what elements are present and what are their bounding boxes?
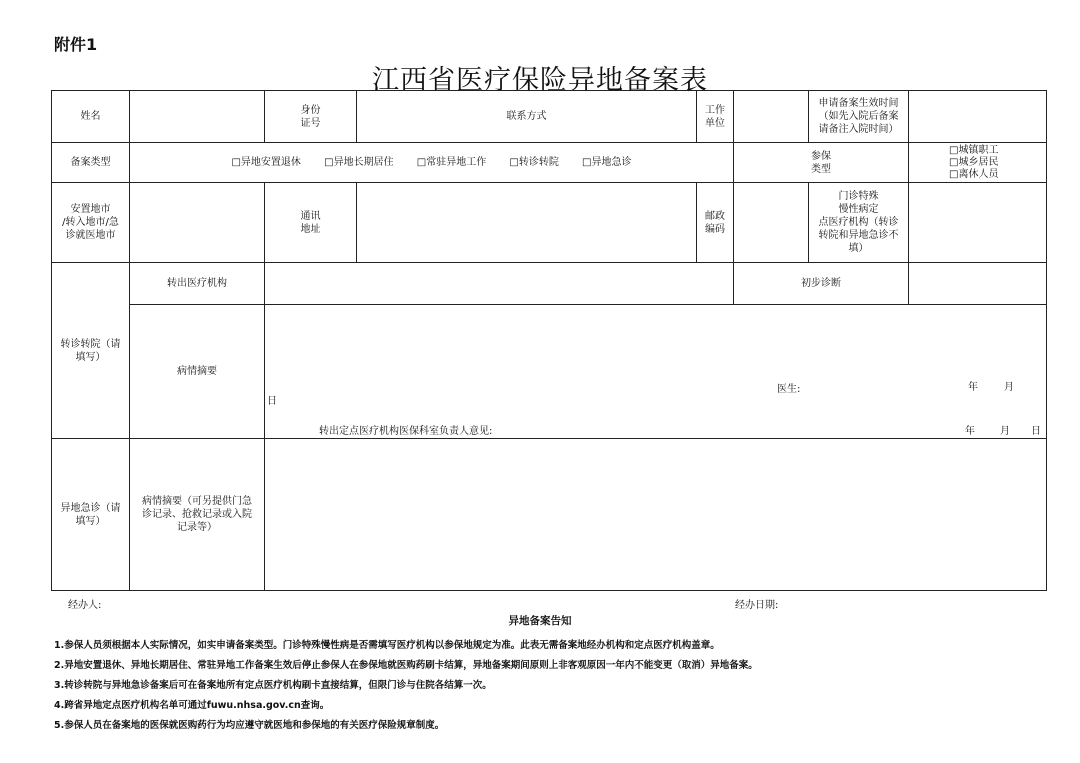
month-char-2: 月 bbox=[1000, 426, 1010, 437]
insured-resident-checkbox[interactable]: □城乡居民 bbox=[949, 156, 999, 168]
diagnosis-label: 初步诊断 bbox=[734, 263, 909, 305]
option-long-residence-checkbox[interactable]: □异地长期居住 bbox=[324, 157, 394, 168]
id-number-label: 身份 证号 bbox=[265, 91, 357, 143]
notice-list bbox=[54, 636, 758, 736]
year-char-1: 年 bbox=[968, 382, 978, 393]
month-char-1: 月 bbox=[1004, 382, 1014, 393]
destination-city-field[interactable] bbox=[130, 183, 265, 263]
insured-retired-cadre-checkbox[interactable]: □离休人员 bbox=[949, 168, 999, 180]
notice-item: 1.参保人员须根据本人实际情况，如实申请备案类型。门诊特殊慢性病是否需填写医疗机构以参保地规定为准。此表无需备案地经办机构和定点医疗机构盖章。 bbox=[54, 640, 720, 651]
from-institution-field[interactable] bbox=[265, 263, 734, 305]
destination-city-label: 安置地市 /转入地市/急 诊就医地市 bbox=[52, 183, 130, 263]
insured-urban-worker-checkbox[interactable]: □城镇职工 bbox=[949, 144, 999, 156]
contact-label: 联系方式 bbox=[357, 91, 697, 143]
year-char-2: 年 bbox=[965, 426, 975, 437]
notice-item: 5.参保人员在备案地的医保就医购药行为均应遵守就医地和参保地的有关医疗保险规章制度。 bbox=[54, 720, 445, 731]
name-field[interactable] bbox=[130, 91, 265, 143]
condition-summary-field[interactable] bbox=[265, 305, 1047, 439]
postcode-field[interactable] bbox=[734, 183, 809, 263]
handle-date-label: 经办日期: bbox=[735, 600, 779, 611]
effective-time-field[interactable] bbox=[909, 91, 1047, 143]
doctor-label: 医生: bbox=[777, 384, 801, 395]
insured-type-options bbox=[909, 143, 1047, 183]
option-referral-checkbox[interactable]: □转诊转院 bbox=[509, 157, 559, 168]
referral-section-label: 转诊转院（请 填写） bbox=[52, 263, 130, 439]
emergency-section-label: 异地急诊（请 填写） bbox=[52, 439, 130, 591]
insured-type-label: 参保 类型 bbox=[734, 143, 909, 183]
work-unit-label: 工作 单位 bbox=[697, 91, 734, 143]
address-label: 通讯 地址 bbox=[265, 183, 357, 263]
option-emergency-checkbox[interactable]: □异地急诊 bbox=[582, 157, 632, 168]
notice-item: 2.异地安置退休、异地长期居住、常驻异地工作备案生效后停止参保人在参保地就医购药刷卡结算，异地备案期间原则上非客观原因一年内不能变更（取消）异地备案。 bbox=[54, 660, 758, 671]
option-work-checkbox[interactable]: □常驻异地工作 bbox=[416, 157, 487, 168]
notice-item: 4.跨省异地定点医疗机构名单可通过fuwu.nhsa.gov.cn查询。 bbox=[54, 700, 330, 711]
day-char-1: 日 bbox=[267, 396, 277, 407]
from-institution-label: 转出医疗机构 bbox=[130, 263, 265, 305]
filing-form-table bbox=[51, 90, 1047, 591]
postcode-label: 邮政 编码 bbox=[697, 183, 734, 263]
emergency-summary-field[interactable] bbox=[265, 439, 1047, 591]
option-retirement-checkbox[interactable]: □异地安置退休 bbox=[231, 157, 301, 168]
day-char-2: 日 bbox=[1031, 426, 1041, 437]
work-unit-field[interactable] bbox=[734, 91, 809, 143]
form-title: 江西省医疗保险异地备案表 bbox=[372, 65, 708, 96]
diagnosis-field[interactable] bbox=[909, 263, 1047, 305]
designated-institution-field[interactable] bbox=[909, 183, 1047, 263]
filing-type-label: 备案类型 bbox=[52, 143, 130, 183]
notice-item: 3.转诊转院与异地急诊备案后可在备案地所有定点医疗机构刷卡直接结算，但限门诊与住院各结算一次。 bbox=[54, 680, 492, 691]
handler-label: 经办人: bbox=[68, 600, 102, 611]
condition-summary-label: 病情摘要 bbox=[130, 305, 265, 439]
name-label: 姓名 bbox=[52, 91, 130, 143]
notice-title: 异地备案告知 bbox=[508, 615, 572, 627]
address-field[interactable] bbox=[357, 183, 697, 263]
filing-type-options bbox=[130, 143, 734, 183]
emergency-summary-label: 病情摘要（可另提供门急 诊记录、抢救记录或入院 记录等） bbox=[130, 439, 265, 591]
designated-institution-label: 门诊特殊 慢性病定 点医疗机构（转诊 转院和异地急诊不 填） bbox=[809, 183, 909, 263]
attachment-label: 附件1 bbox=[54, 35, 98, 54]
dept-opinion-label: 转出定点医疗机构医保科室负责人意见: bbox=[319, 426, 493, 437]
effective-time-label: 申请备案生效时间 （如先入院后备案 请备注入院时间） bbox=[809, 91, 909, 143]
